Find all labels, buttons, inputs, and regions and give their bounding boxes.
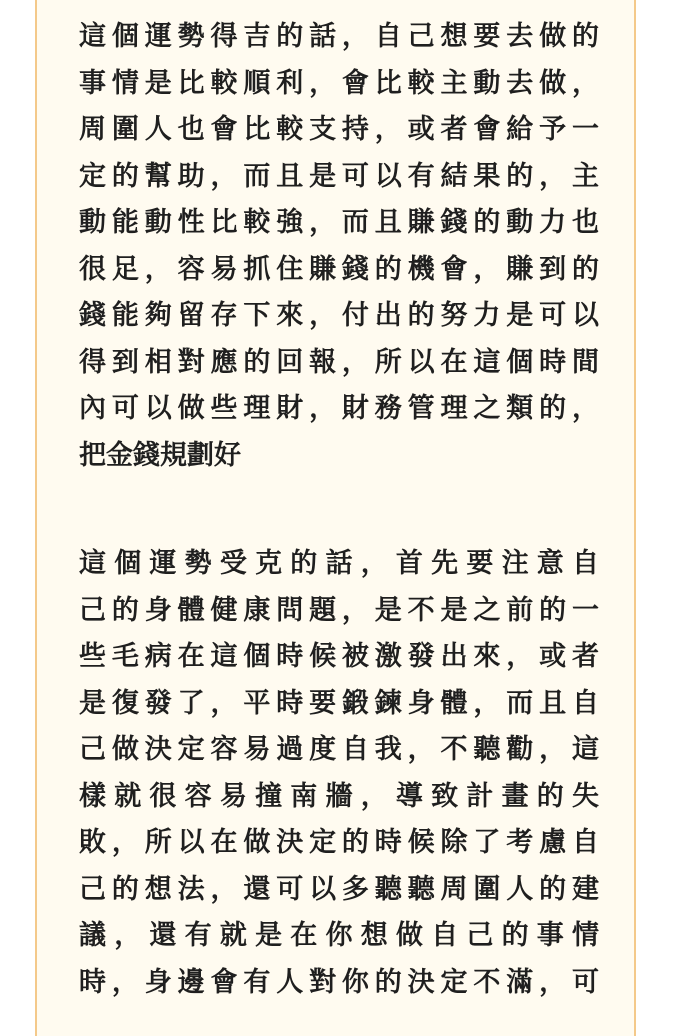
text-line: 敗，所以在做決定的時候除了考慮自: [79, 827, 599, 858]
paragraph-fortune-restrained: [79, 541, 599, 1006]
text-line: 己的身體健康問題，是不是之前的一: [79, 594, 599, 626]
text-line: 是復發了，平時要鍛鍊身體，而且自: [79, 687, 599, 719]
text-line: 得到相對應的回報，所以在這個時間: [79, 346, 599, 378]
text-line: 把金錢規劃好: [79, 439, 241, 471]
text-line: 己做決定容易過度自我，不聽勸，這: [79, 734, 599, 765]
text-line: 內可以做些理財，財務管理之類的，: [79, 393, 599, 424]
text-line: 議，還有就是在你想做自己的事情: [79, 920, 599, 951]
text-line: 己的想法，還可以多聽聽周圍人的建: [79, 873, 599, 905]
text-line: 時，身邊會有人對你的決定不滿，可: [79, 966, 599, 998]
text-line: 些毛病在這個時候被激發出來，或者: [79, 641, 599, 672]
text-line: 定的幫助，而且是可以有結果的，主: [79, 160, 599, 192]
text-line: 事情是比較順利，會比較主動去做，: [79, 67, 599, 99]
text-line: 樣就很容易撞南牆，導致計畫的失: [79, 780, 599, 812]
text-line: 周圍人也會比較支持，或者會給予一: [79, 114, 599, 145]
text-line: 錢能夠留存下來，付出的努力是可以: [79, 300, 599, 331]
text-line: 很足，容易抓住賺錢的機會，賺到的: [79, 253, 599, 285]
article-card: [35, 0, 636, 1036]
text-line: 動能動性比較強，而且賺錢的動力也: [79, 207, 599, 238]
text-line: 這個運勢得吉的話，自己想要去做的: [79, 21, 599, 52]
paragraph-fortune-good: [79, 14, 599, 479]
text-line: 這個運勢受克的話，首先要注意自: [79, 548, 599, 579]
